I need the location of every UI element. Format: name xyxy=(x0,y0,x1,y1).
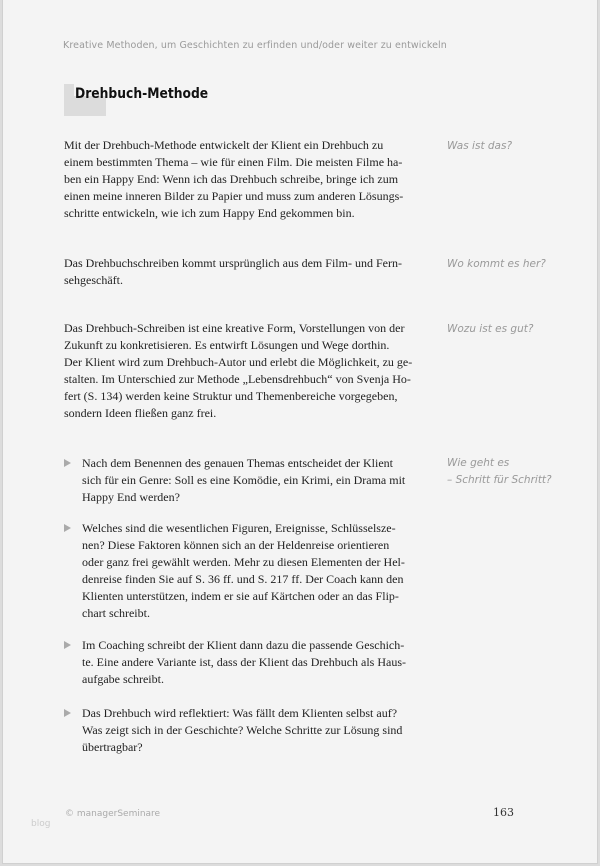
margin-question xyxy=(447,455,552,489)
text-line: Happy End werden? xyxy=(82,490,180,504)
margin-question xyxy=(447,321,533,338)
text-line: Was ist das? xyxy=(447,140,513,152)
triangle-bullet-icon xyxy=(64,459,71,467)
text-line: Was zeigt sich in der Geschichte? Welche Schritte zur Lösung sind xyxy=(82,723,403,737)
text-line: Das Drehbuchschreiben kommt ursprünglich aus dem Film- und Fern- xyxy=(64,256,402,270)
text-line: einen meine inneren Bilder zu Papier und muss zum anderen Lösungs- xyxy=(64,189,404,203)
copyright: © managerSeminare xyxy=(65,809,161,819)
text-line: – Schritt für Schritt? xyxy=(447,474,552,486)
text-line: Klienten unterstützen, indem er sie auf Kärtchen oder an das Flip- xyxy=(82,589,399,603)
text-line: Mit der Drehbuch-Methode entwickelt der Klient ein Drehbuch zu xyxy=(64,138,384,152)
text-line: Der Klient wird zum Drehbuch-Autor und erlebt die Möglichkeit, zu ge- xyxy=(64,355,413,369)
text-line: te. Eine andere Variante ist, dass der Klient das Drehbuch als Haus- xyxy=(82,655,407,669)
paragraph xyxy=(64,320,436,422)
paragraph xyxy=(64,255,436,289)
text-line: chart schreibt. xyxy=(82,606,150,620)
text-line: sich für ein Genre: Soll es eine Komödie, ein Krimi, ein Drama mit xyxy=(82,473,406,487)
text-line: stalten. Im Unterschied zur Methode „Lebensdrehbuch“ von Svenja Ho- xyxy=(64,372,411,386)
margin-question xyxy=(447,256,546,273)
text-line: Wo kommt es her? xyxy=(447,258,546,270)
triangle-bullet-icon xyxy=(64,709,71,717)
triangle-bullet-icon xyxy=(64,524,71,532)
text-line: sehgeschäft. xyxy=(64,273,123,287)
step-item xyxy=(64,637,436,688)
running-header: Kreative Methoden, um Geschichten zu erfinden und/oder weiter zu entwickeln xyxy=(63,40,447,51)
text-line: denreise finden Sie auf S. 36 ff. und S. 217 ff. Der Coach kann den xyxy=(82,572,404,586)
page-title: Drehbuch-Methode xyxy=(75,86,209,102)
text-line: Wozu ist es gut? xyxy=(447,323,534,335)
text-line: Nach dem Benennen des genauen Themas entscheidet der Klient xyxy=(82,456,393,470)
step-item xyxy=(64,520,436,622)
text-line: Wie geht es xyxy=(447,457,510,469)
step-item xyxy=(64,455,436,506)
step-item xyxy=(64,705,436,756)
watermark: blog xyxy=(31,819,51,829)
text-line: Welches sind die wesentlichen Figuren, Ereignisse, Schlüsselsze- xyxy=(82,521,396,535)
text-line: Zukunft zu konkretisieren. Es entwirft Lösungen und Wege dorthin. xyxy=(64,338,390,352)
text-line: ben ein Happy End: Wenn ich das Drehbuch schreibe, bringe ich zum xyxy=(64,172,399,186)
text-line: schritte entwickeln, wie ich zum Happy End gekommen bin. xyxy=(64,206,355,220)
text-line: Das Drehbuch wird reflektiert: Was fällt dem Klienten selbst auf? xyxy=(82,706,398,720)
text-line: sondern Ideen fließen ganz frei. xyxy=(64,406,217,420)
text-line: oder ganz frei gewählt werden. Mehr zu diesen Elementen der Hel- xyxy=(82,555,405,569)
margin-question xyxy=(447,138,512,155)
text-line: fert (S. 134) werden keine Struktur und Themenbereiche vorgegeben, xyxy=(64,389,398,403)
text-line: übertragbar? xyxy=(82,740,143,754)
text-line: aufgabe schreibt. xyxy=(82,672,164,686)
document-page xyxy=(2,0,598,864)
text-line: nen? Diese Faktoren können sich an der Heldenreise orientieren xyxy=(82,538,390,552)
text-line: einem bestimmten Thema – wie für einen Film. Die meisten Filme ha- xyxy=(64,155,403,169)
triangle-bullet-icon xyxy=(64,641,71,649)
text-line: Im Coaching schreibt der Klient dann dazu die passende Geschich- xyxy=(82,638,405,652)
text-line: Das Drehbuch-Schreiben ist eine kreative Form, Vorstellungen von der xyxy=(64,321,405,335)
paragraph xyxy=(64,137,436,222)
page-number: 163 xyxy=(493,806,514,819)
